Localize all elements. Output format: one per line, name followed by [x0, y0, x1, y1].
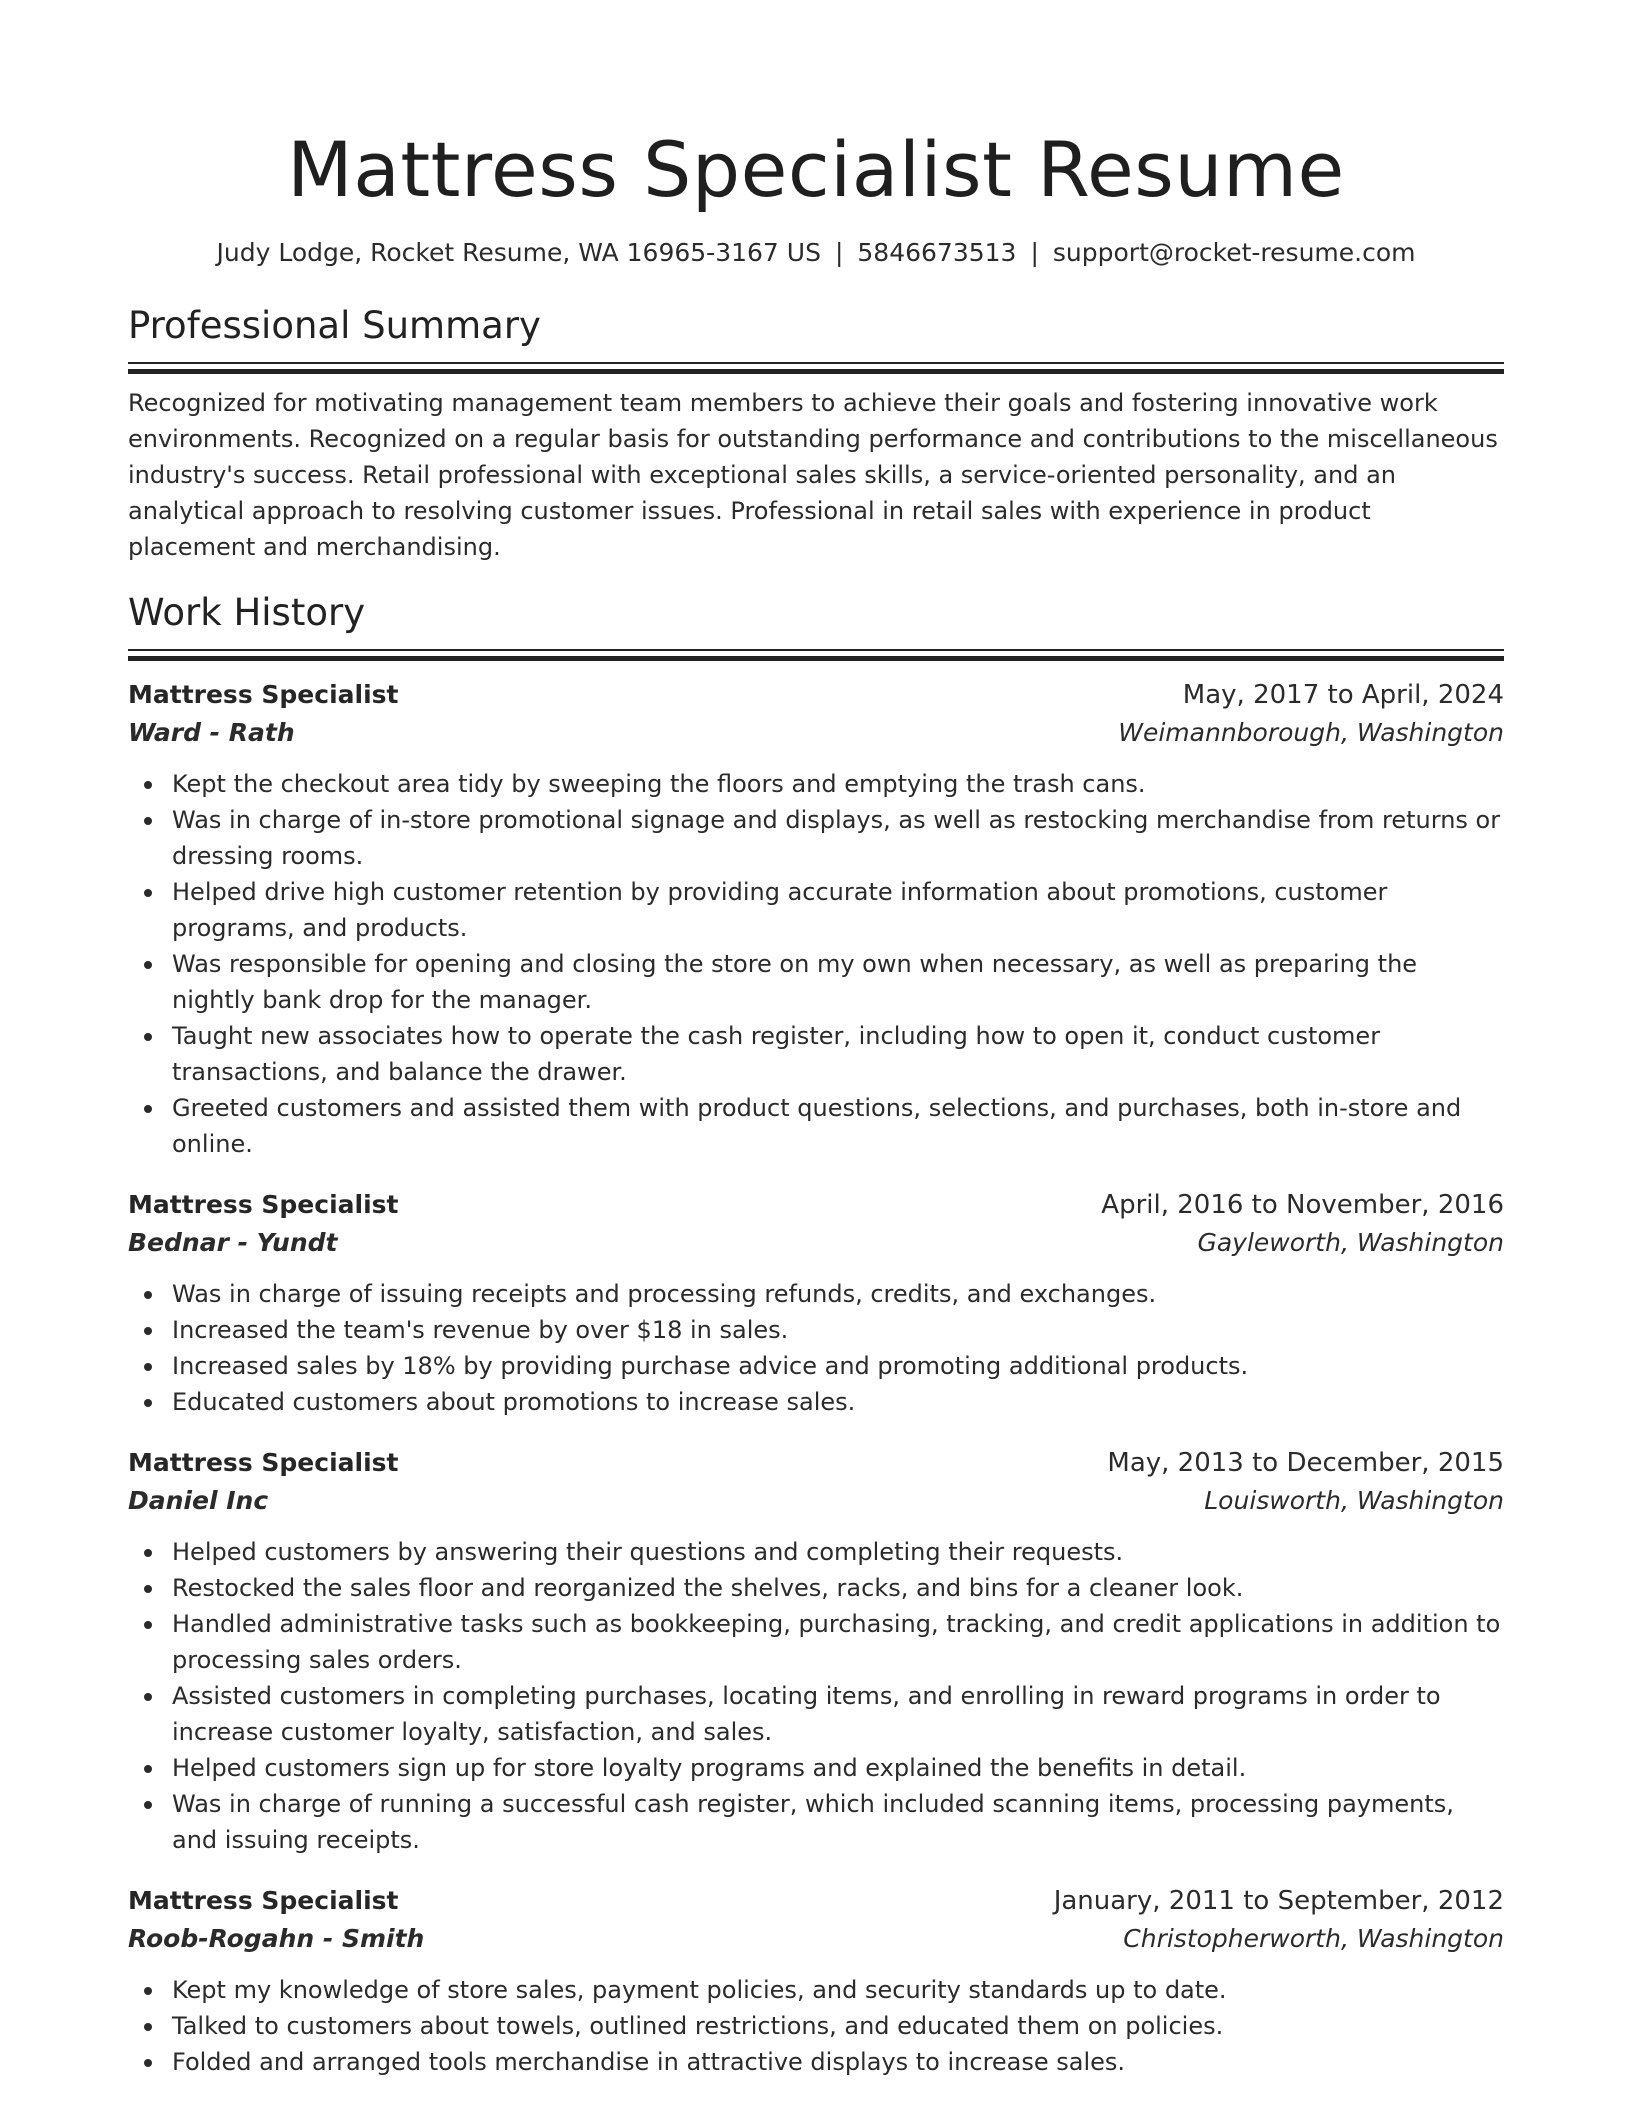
- job-location: Weimannborough, Washington: [1118, 718, 1504, 747]
- job-entry: [128, 1186, 1504, 1420]
- job-location: Gayleworth, Washington: [1197, 1228, 1504, 1257]
- contact-phone: 5846673513: [857, 238, 1017, 267]
- job-location: Louisworth, Washington: [1204, 1486, 1504, 1515]
- job-duty-item: Greeted customers and assisted them with product questions, selections, and purchases, both in-store and online.: [172, 1090, 1504, 1162]
- job-duty-item: Taught new associates how to operate the cash register, including how to open it, conduct customer transactions, and balance the drawer.: [172, 1018, 1504, 1090]
- job-duty-item: Assisted customers in completing purchases, locating items, and enrolling in reward programs in order to increase customer loyalty, satisfaction, and sales.: [172, 1678, 1504, 1750]
- job-duty-item: Kept my knowledge of store sales, payment policies, and security standards up to date.: [172, 1972, 1504, 2008]
- job-title: Mattress Specialist: [128, 1448, 399, 1477]
- job-duty-item: Handled administrative tasks such as bookkeeping, purchasing, tracking, and credit applications in addition to processing sales orders.: [172, 1606, 1504, 1678]
- section-divider: [128, 649, 1504, 660]
- job-entry: [128, 676, 1504, 1162]
- job-header-row: [128, 676, 1504, 714]
- job-title: Mattress Specialist: [128, 1190, 399, 1219]
- job-company-row: [128, 1224, 1504, 1262]
- job-duty-item: Increased the team's revenue by over $18 in sales.: [172, 1312, 1504, 1348]
- job-company: Bednar - Yundt: [128, 1228, 338, 1257]
- contact-address: Judy Lodge, Rocket Resume, WA 16965-3167 US: [216, 238, 821, 267]
- job-entry: [128, 1444, 1504, 1858]
- contact-separator: |: [834, 238, 844, 267]
- job-duty-item: Helped customers by answering their questions and completing their requests.: [172, 1534, 1504, 1570]
- job-duty-item: Talked to customers about towels, outlined restrictions, and educated them on policies.: [172, 2008, 1504, 2044]
- job-company-row: [128, 714, 1504, 752]
- job-duty-item: Helped drive high customer retention by providing accurate information about promotions, customer programs, and products.: [172, 874, 1504, 946]
- job-location: Christopherworth, Washington: [1123, 1924, 1504, 1953]
- resume-title: Mattress Specialist Resume: [287, 125, 1345, 214]
- job-dates: January, 2011 to September, 2012: [1053, 1886, 1504, 1916]
- job-title: Mattress Specialist: [128, 680, 399, 709]
- job-duties-list: [128, 1534, 1504, 1858]
- professional-summary-section: [128, 302, 1504, 565]
- job-header-row: [128, 1444, 1504, 1482]
- job-duties-list: [128, 766, 1504, 1162]
- job-dates: May, 2017 to April, 2024: [1182, 680, 1504, 710]
- contact-separator: |: [1030, 238, 1039, 267]
- job-header-row: [128, 1186, 1504, 1224]
- job-header-row: [128, 1882, 1504, 1920]
- contact-line: [128, 236, 1504, 270]
- job-duties-list: [128, 1276, 1504, 1420]
- section-heading-work-history: Work History: [128, 591, 366, 634]
- section-heading-summary: Professional Summary: [128, 304, 541, 347]
- job-title: Mattress Specialist: [128, 1886, 399, 1915]
- job-duty-item: Was in charge of in-store promotional signage and displays, as well as restocking merchandise from returns or dressing rooms.: [172, 802, 1504, 874]
- job-duty-item: Folded and arranged tools merchandise in attractive displays to increase sales.: [172, 2044, 1504, 2080]
- job-duty-item: Was responsible for opening and closing the store on my own when necessary, as well as preparing the nightly bank drop for the manager.: [172, 946, 1504, 1018]
- job-duty-item: Restocked the sales floor and reorganized the shelves, racks, and bins for a cleaner look.: [172, 1570, 1504, 1606]
- job-company-row: [128, 1482, 1504, 1520]
- contact-email: support@rocket-resume.com: [1052, 238, 1416, 267]
- job-company: Ward - Rath: [128, 718, 295, 747]
- job-dates: May, 2013 to December, 2015: [1107, 1448, 1504, 1478]
- resume-page: [128, 0, 1504, 2080]
- job-duty-item: Increased sales by 18% by providing purchase advice and promoting additional products.: [172, 1348, 1504, 1384]
- job-company: Roob-Rogahn - Smith: [128, 1924, 425, 1953]
- job-company: Daniel Inc: [128, 1486, 269, 1515]
- job-duty-item: Helped customers sign up for store loyalty programs and explained the benefits in detail.: [172, 1750, 1504, 1786]
- job-company-row: [128, 1920, 1504, 1958]
- section-divider: [128, 362, 1504, 373]
- job-list: [128, 676, 1504, 2080]
- job-duties-list: [128, 1972, 1504, 2080]
- work-history-section: [128, 589, 1504, 2080]
- job-duty-item: Was in charge of running a successful cash register, which included scanning items, processing payments, and issuing receipts.: [172, 1786, 1504, 1858]
- job-entry: [128, 1882, 1504, 2080]
- job-duty-item: Was in charge of issuing receipts and processing refunds, credits, and exchanges.: [172, 1276, 1504, 1312]
- summary-text: Recognized for motivating management team members to achieve their goals and fostering innovative work environments. Recognized on a regular basis for outstanding performance and contributions to the miscellaneous industry's success. Retail professional with exceptional sales skills, a service-oriented personality, and an analytical approach to resolving customer issues. Professional in retail sales with experience in product placement and merchandising.: [128, 389, 1498, 561]
- job-duty-item: Kept the checkout area tidy by sweeping the floors and emptying the trash cans.: [172, 766, 1504, 802]
- job-duty-item: Educated customers about promotions to increase sales.: [172, 1384, 1504, 1420]
- job-dates: April, 2016 to November, 2016: [1101, 1190, 1504, 1220]
